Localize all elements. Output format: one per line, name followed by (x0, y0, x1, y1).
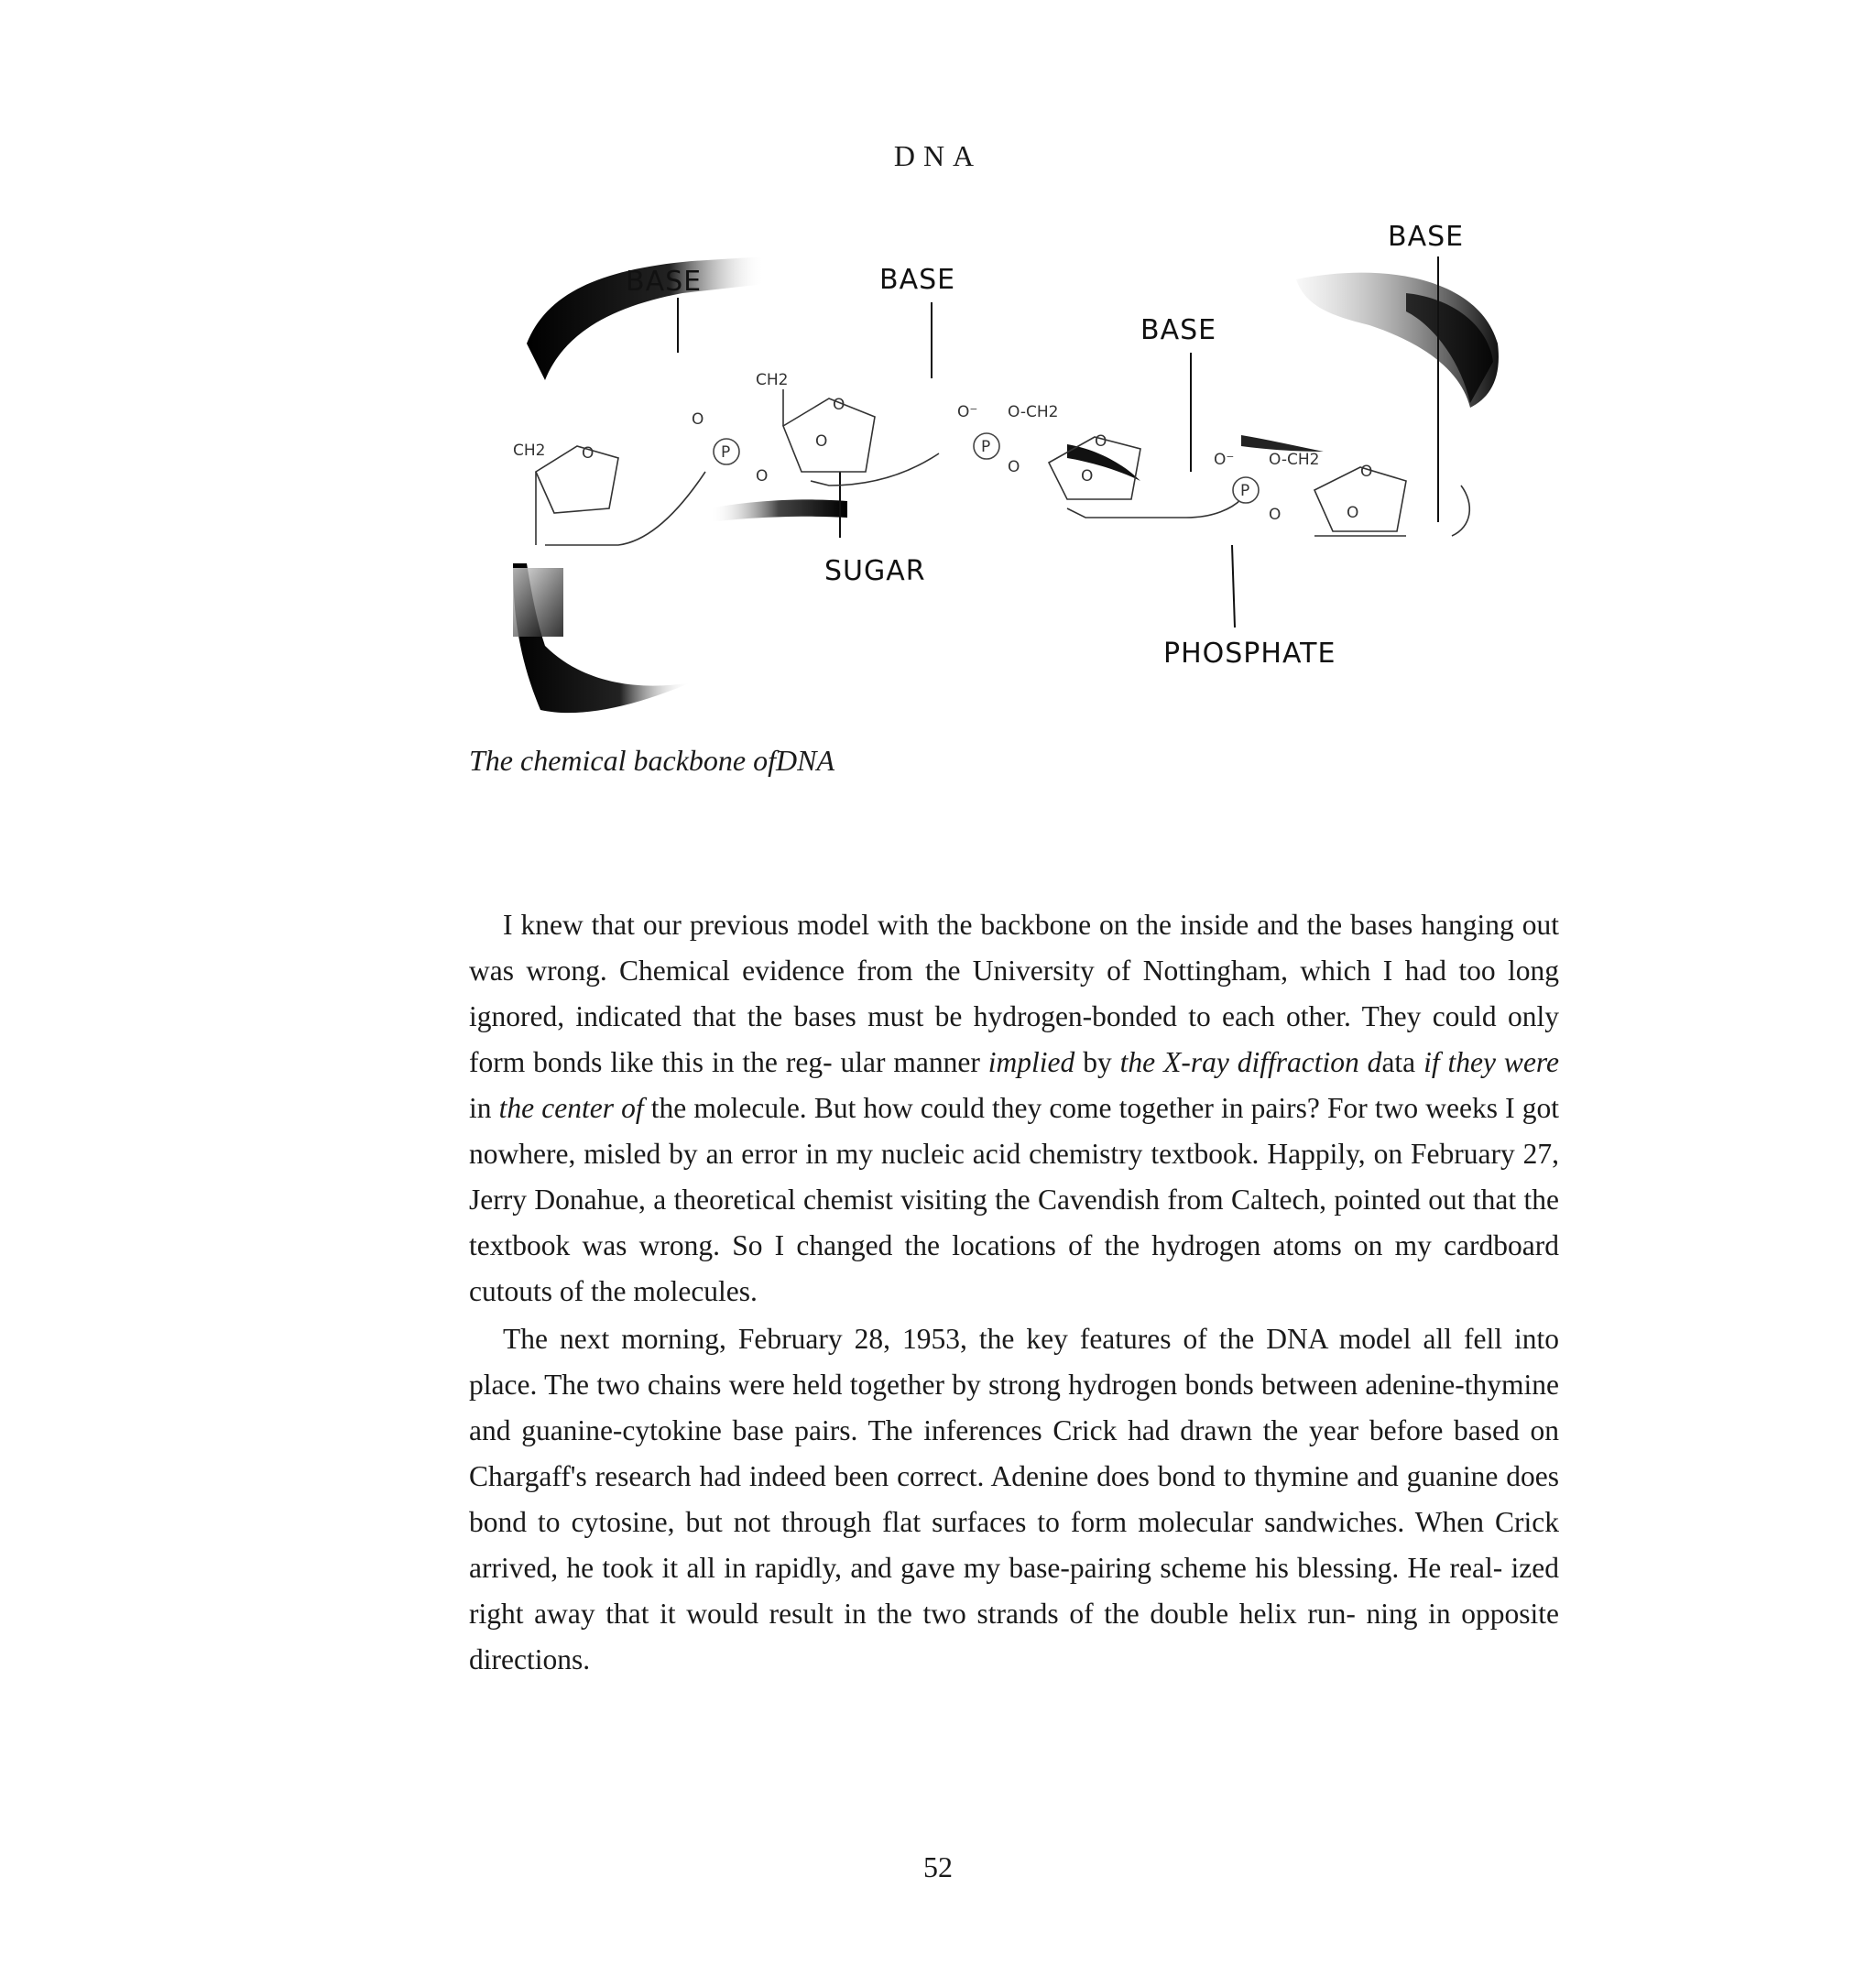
svg-text:O: O (1081, 467, 1094, 486)
dna-backbone-diagram (508, 206, 1525, 728)
paragraph-2: The next morning, February 28, 1953, the key features of the DNA model all fell into place. The two chains were held together by strong hydrogen bonds between adenine-thymine and guanine-cytokine base pairs. The inferences Crick had drawn the year before based on Chargaff's research had indeed been correct. Adenine does bond to thymine and guanine does bond to cytosine, but not through flat surfaces to form molecular sandwiches. When Crick arrived, he took it all in rapidly, and gave my base-pairing scheme his blessing. He real- ized right away that it would result in the two strands of the double helix run- ning in opposite directions. (469, 1323, 1559, 1675)
svg-text:O⁻: O⁻ (1214, 451, 1235, 469)
label-base-4: BASE (1388, 221, 1465, 253)
svg-text:P: P (721, 443, 731, 462)
svg-text:O-CH2: O-CH2 (1008, 403, 1059, 421)
sugar-rings (536, 389, 1469, 545)
svg-text:P: P (981, 438, 991, 456)
svg-text:CH2: CH2 (513, 442, 546, 460)
svg-text:O: O (815, 432, 828, 451)
leader-lines (678, 256, 1438, 627)
helix-ribbons (513, 256, 1499, 713)
svg-text:O: O (833, 396, 845, 414)
svg-text:O-CH2: O-CH2 (1269, 451, 1320, 469)
svg-text:O: O (1008, 458, 1020, 476)
svg-text:CH2: CH2 (756, 371, 789, 389)
svg-text:O⁻: O⁻ (957, 403, 978, 421)
figure-caption: The chemical backbone ofDNA (469, 744, 834, 777)
svg-text:O: O (692, 410, 704, 429)
svg-text:P: P (1240, 482, 1250, 500)
label-phosphate: PHOSPHATE (1163, 638, 1336, 670)
svg-text:O: O (582, 444, 594, 463)
paragraph-1: I knew that our previous model with the backbone on the inside and the bases hanging out was wrong. Chemical evidence from the University of Nottingham, which I had too long ignored, indicated that the bases must be hydrogen-bonded to each other. They could only form bonds like this in the reg- ular manner implied by the X-ray diffraction data if they were in the center of the molecule. But how could they come together in pairs? For two weeks I got nowhere, misled by an error in my nucleic acid chemistry textbook. Happily, on February 27, Jerry Donahue, a theoretical chemist visiting the Cavendish from Caltech, pointed out that the textbook was wrong. So I changed the locations of the hydrogen atoms on my cardboard cutouts of the molecules. (469, 909, 1559, 1307)
body-text (469, 902, 1559, 1685)
label-base-1: BASE (626, 266, 703, 298)
svg-text:O: O (1347, 504, 1359, 522)
label-base-3: BASE (1140, 314, 1217, 346)
svg-text:O: O (1360, 463, 1373, 481)
svg-text:O: O (756, 467, 769, 486)
label-base-2: BASE (879, 264, 956, 296)
svg-text:O: O (1269, 506, 1282, 524)
dna-backbone-figure (508, 206, 1525, 728)
running-head: DNA (893, 139, 983, 172)
page-number: 52 (923, 1850, 953, 1883)
label-sugar: SUGAR (824, 555, 926, 587)
svg-text:O: O (1095, 432, 1107, 451)
